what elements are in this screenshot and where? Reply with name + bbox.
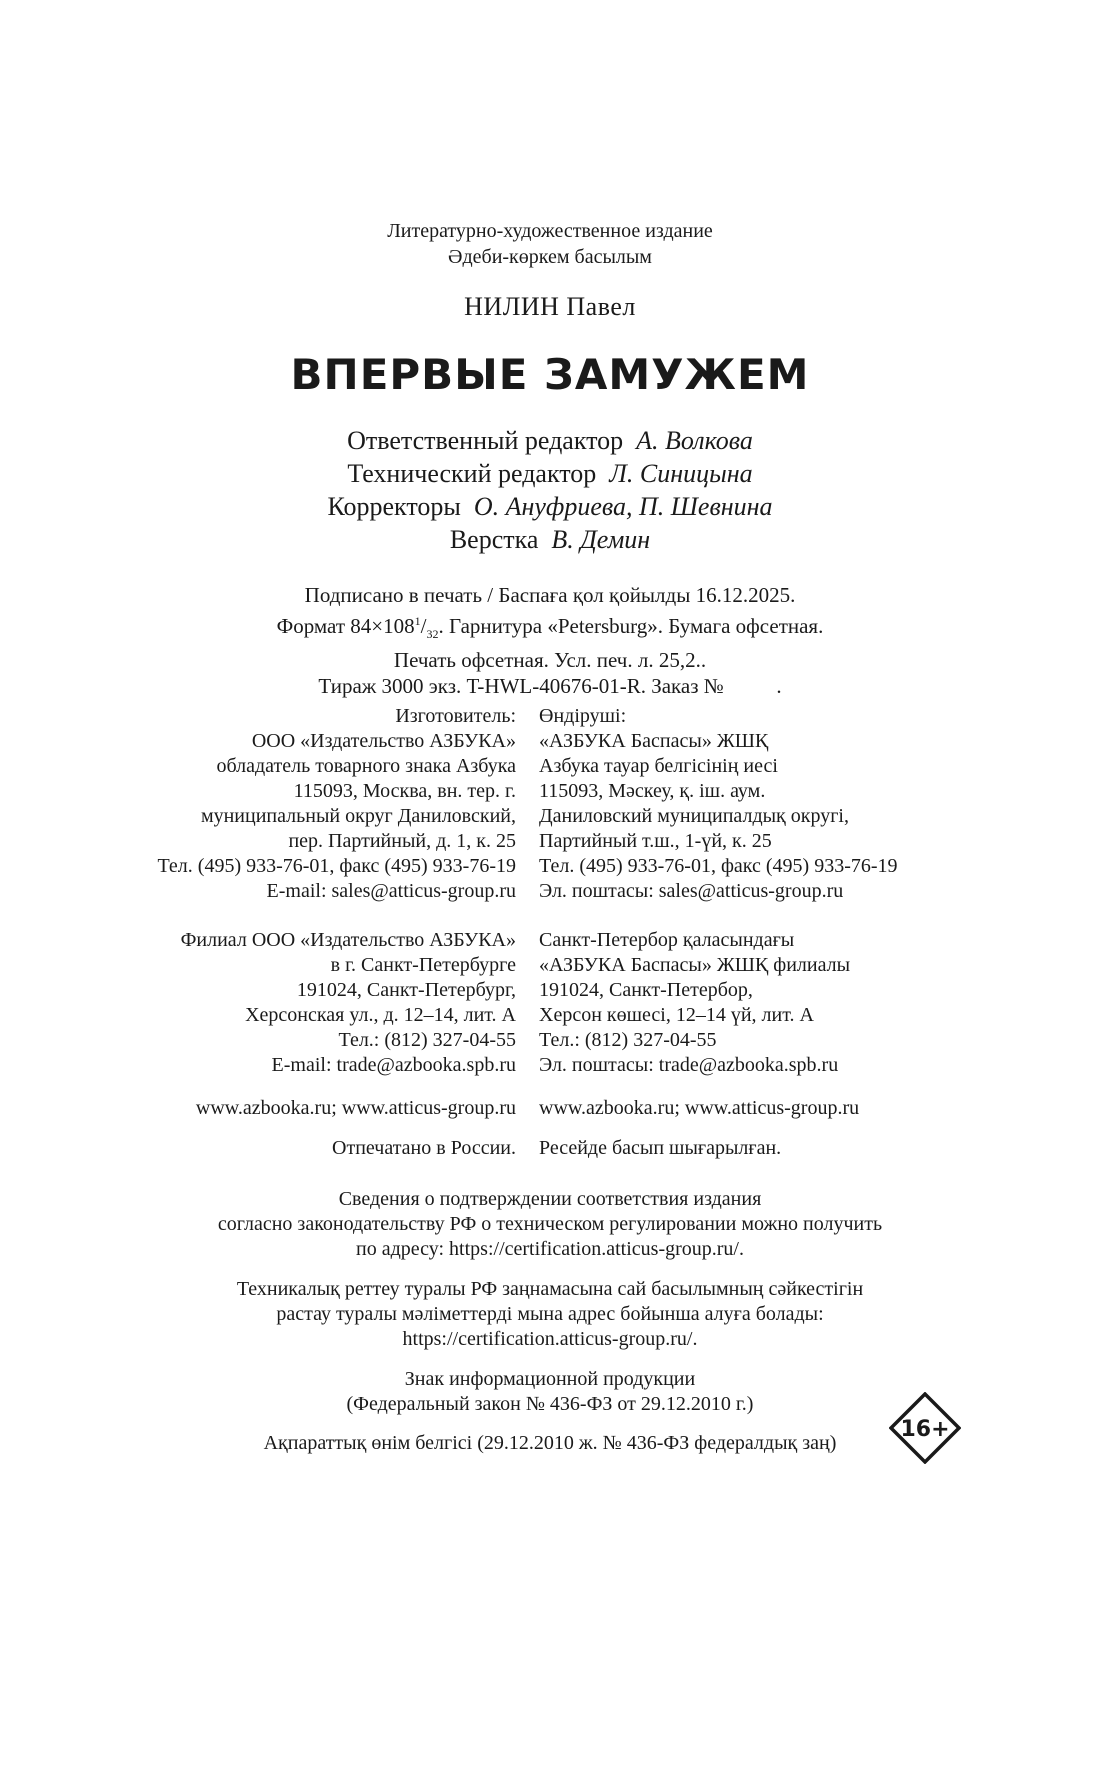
- websites-kz: www.azbooka.ru; www.atticus-group.ru: [539, 1097, 860, 1119]
- staff-line: [0, 424, 1100, 457]
- certification-ru: [0, 1187, 1100, 1262]
- author: НИЛИН Павел: [464, 292, 636, 321]
- manufacturer-kz-line: «АЗБУКА Баспасы» ЖШҚ: [539, 730, 769, 752]
- certification-kz-line: Техникалық реттеу туралы РФ заңнамасына сай басылымның сәйкестігін: [236, 1278, 864, 1300]
- branch-kz-email: Эл. поштасы: trade@azbooka.spb.ru: [539, 1054, 839, 1076]
- websites-ru: www.azbooka.ru; www.atticus-group.ru: [195, 1097, 516, 1119]
- info-sign-kz: Ақпараттық өнім белгісі (29.12.2010 ж. № 436-ФЗ федералдық заң): [263, 1432, 837, 1454]
- branch-kz-line: «АЗБУКА Баспасы» ЖШҚ филиалы: [539, 954, 851, 976]
- staff-role: Ответственный редактор: [347, 426, 624, 455]
- imprint-print: Печать офсетная. Усл. печ. л. 25,2..: [393, 648, 707, 673]
- info-sign-ru-line: Знак информационной продукции: [404, 1368, 696, 1390]
- branch-kz-line: Херсон көшесі, 12–14 үй, лит. А: [539, 1004, 814, 1026]
- branch-kz: [539, 928, 850, 1078]
- imprint-run: Тираж 3000 экз. T-HWL-40676-01-R. Заказ № .: [318, 674, 782, 699]
- branch-ru-line: 191024, Санкт-Петербург,: [296, 979, 516, 1001]
- imprint-format: [0, 608, 1100, 647]
- manufacturer-kz-line: Даниловский муниципалдық округі,: [539, 805, 849, 827]
- printed-kz: Ресейде басып шығарылған.: [539, 1137, 782, 1159]
- staff-line: [0, 457, 1100, 490]
- branch-ru-email: E-mail: trade@azbooka.spb.ru: [271, 1054, 516, 1076]
- age-rating-text: 16+: [900, 1417, 950, 1442]
- format-sub: 32: [426, 627, 439, 642]
- age-rating-badge: [889, 1392, 961, 1464]
- branch-ru-line: в г. Санкт-Петербурге: [330, 954, 516, 976]
- manufacturer-ru-line: муниципальный округ Даниловский,: [200, 805, 516, 827]
- certification-ru-line: согласно законодательству РФ о техническом регулировании можно получить: [217, 1213, 883, 1235]
- certification-kz-line: https://certification.atticus-group.ru/.: [402, 1328, 698, 1350]
- certification-ru-line: Сведения о подтверждении соответствия издания: [338, 1188, 762, 1210]
- certification-kz: [0, 1277, 1100, 1352]
- format-sup: 1: [414, 614, 421, 628]
- manufacturer-ru-line: обладатель товарного знака Азбука: [216, 755, 516, 777]
- manufacturer-ru-email: E-mail: sales@atticus-group.ru: [266, 880, 516, 902]
- staff-name: В. Демин: [551, 525, 651, 554]
- branch-ru-line: Тел.: (812) 327-04-55: [338, 1029, 516, 1051]
- staff-role: Верстка: [449, 525, 539, 554]
- manufacturer-kz-line: Азбука тауар белгісінің иесі: [539, 755, 778, 777]
- manufacturer-ru-line: 115093, Москва, вн. тер. г.: [293, 780, 516, 802]
- info-sign-ru-line: (Федеральный закон № 436-ФЗ от 29.12.2010 г.): [346, 1393, 754, 1415]
- book-title: ВПЕРВЫЕ ЗАМУЖЕМ: [290, 350, 810, 399]
- manufacturer-kz-line: Партийный т.ш., 1-үй, к. 25: [539, 830, 772, 852]
- format-suffix: . Гарнитура «Petersburg». Бумага офсетная.: [438, 614, 824, 638]
- manufacturer-kz-line: 115093, Мәскеу, қ. іш. аум.: [539, 780, 766, 802]
- imprint-signed: Подписано в печать / Баспаға қол қойылды 16.12.2025.: [304, 583, 796, 607]
- branch-ru: [181, 928, 516, 1078]
- staff-name: О. Ануфриева, П. Шевнина: [473, 492, 773, 521]
- manufacturer-ru-line: ООО «Издательство АЗБУКА»: [251, 730, 516, 752]
- branch-ru-line: Филиал ООО «Издательство АЗБУКА»: [180, 929, 516, 951]
- staff-line: [0, 490, 1100, 523]
- genre-block: [0, 218, 1100, 270]
- genre-ru: Литературно-художественное издание: [387, 220, 713, 242]
- manufacturer-ru-line: пер. Партийный, д. 1, к. 25: [288, 830, 516, 852]
- manufacturer-ru-line: Тел. (495) 933-76-01, факс (495) 933-76-19: [157, 855, 516, 877]
- branch-kz-line: 191024, Санкт-Петербор,: [539, 979, 753, 1001]
- staff-name: Л. Синицына: [609, 459, 753, 488]
- branch-ru-line: Херсонская ул., д. 12–14, лит. А: [245, 1004, 516, 1026]
- branch-kz-line: Санкт-Петербор қаласындағы: [539, 929, 795, 951]
- format-slash: /: [420, 614, 427, 638]
- certification-kz-line: растау туралы мәліметтерді мына адрес бойынша алуға болады:: [276, 1303, 824, 1325]
- staff-line: [0, 523, 1100, 556]
- imprint-block: [0, 582, 1100, 699]
- staff-name: А. Волкова: [636, 426, 753, 455]
- certification-ru-line: по адресу: https://certification.atticus-group.ru/.: [356, 1238, 744, 1260]
- staff-role: Технический редактор: [347, 459, 597, 488]
- manufacturer-kz-email: Эл. поштасы: sales@atticus-group.ru: [539, 880, 844, 902]
- manufacturer-kz: [539, 704, 898, 904]
- staff-block: [0, 424, 1100, 556]
- format-prefix: Формат 84×108: [276, 614, 415, 638]
- printed-ru: Отпечатано в России.: [332, 1137, 516, 1159]
- branch-kz-line: Тел.: (812) 327-04-55: [539, 1029, 717, 1051]
- genre-kz: Әдеби-көркем басылым: [448, 246, 652, 268]
- manufacturer-ru-line: Изготовитель:: [395, 705, 516, 727]
- staff-role: Корректоры: [327, 492, 461, 521]
- manufacturer-ru: [157, 704, 516, 904]
- manufacturer-kz-line: Тел. (495) 933-76-01, факс (495) 933-76-19: [539, 855, 898, 877]
- manufacturer-kz-line: Өндіруші:: [539, 705, 627, 727]
